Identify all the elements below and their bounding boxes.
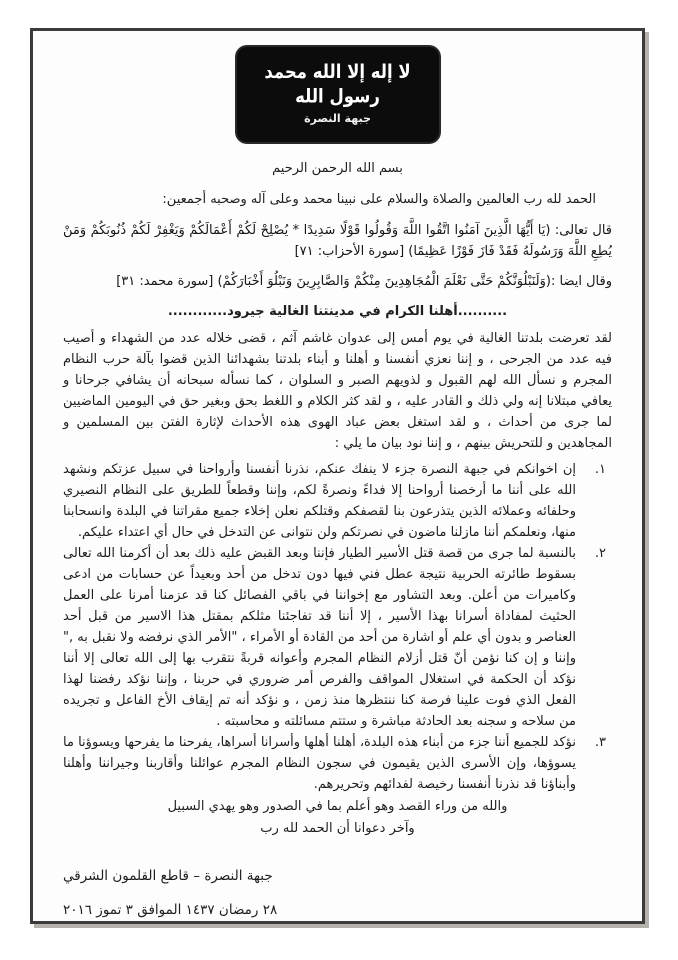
intro-paragraph: لقد تعرضت بلدتنا الغالية في يوم أمس إلى عدوان غاشم آثم ، قضى خلاله عدد من الشهداء و أصيب فيه عدد من الجرحى ، و إننا نعزي أنفسنا و أهلنا و أبناء بلدتنا بشهدائنا الذين قضوا بآلة حرب النظام المجرم و نسأل الله لهم القبول و لذويهم الصبر و السلوان ، كما نسأله سبحانه أن يشافي جرحانا و يعافي مبتلانا إنه ولي ذلك و القادر عليه ، و لقد كثر الكلام و اللغط بحق وبغير حق في اليومين الماضيين لما جرى من أحداث ، و لقد استغل بعض عباد الهوى هذه الأحداث لإثارة الفتن بين المسلمين و المجاهدين و للتحريش بينهم ، و إننا نود بيان ما يلي : bbox=[63, 331, 612, 451]
salutation-line: ..........أهلنا الكرام في مدينتنا الغالية جيرود............ bbox=[167, 304, 508, 319]
signature-block bbox=[63, 866, 612, 921]
numbered-statement-list bbox=[63, 459, 612, 795]
page-border-frame bbox=[30, 28, 645, 924]
basmala-line: بسم الله الرحمن الرحيم bbox=[272, 161, 403, 176]
hamdala-line: الحمد لله رب العالمين والصلاة والسلام على نبينا محمد وعلى آله وصحبه أجمعين: bbox=[162, 192, 596, 207]
shahada-calligraphy: لا إله إلا الله محمد رسول الله bbox=[264, 60, 411, 107]
list-item-text: بالنسبة لما جرى من قصة قتل الأسير الطيار فإننا وبعد القبض عليه ذلك بعد أن أكرمنا الله تعالى بسقوط طائرته الحربية نتيجة عطل فني فيها دون تدخل من أحد وبعيداً عن حسابات من ادعى وكاميرات من أعلن. وبعد التشاور مع إخواننا في باقي الفصائل كنا قد عزمنا أمرنا على العمل الحثيث لمفاداة أسرانا بهذا الأسير ، إلا أننا قد تفاجئنا مثلكم بمقتل هذا الاسير من قبل أحد العناصر و بدون أي علم أو اشارة من أحد من القادة أو الأمراء ، "الأمر الذي نرفضه ولا نقبل به ," وإننا و إن كنا نؤمن أنّ قتل أزلام النظام المجرم وأعوانه قربةً نتقرب بها إلى الله تعالى إلا أننا نؤكد أن الحكمة في استغلال المواقف والفرص أمر ضروري في حربنا ، وإننا نؤكد رفضنا لهذا الفعل الذي فوت علينا فرصة كنا ننتظرها منذ زمن ، و نؤكد أنه تم إيقاف الأخ الفاعل و تجريده من سلاحه و سجنه بعد الحادثة مباشرة و ستتم مسائلته و محاسبته . bbox=[63, 546, 576, 729]
list-item-number: ١. bbox=[594, 462, 606, 477]
closing-line-2: وآخر دعوانا أن الحمد لله رب bbox=[260, 821, 415, 836]
list-item-text: نؤكد للجميع أننا جزء من أبناء هذه البلدة، أهلنا أهلها وأسرانا أسراها، يفرحنا ما يفرحها ويسوؤنا ما يسوؤها، وإن الأسرى الذين يقيمون في سجون النظام المجرم عوائلنا وأقاربنا وجيراننا وأهلنا وأبناؤنا قد نذرنا أنفسنا رخيصة لفدائهم وتحريرهم. bbox=[63, 735, 576, 792]
quran-verse-ahzab: قال تعالى: (يَا أَيُّهَا الَّذِينَ آمَنُوا اتَّقُوا اللَّهَ وَقُولُوا قَوْلًا سَدِيدًا * يُصْلِحْ لَكُمْ أَعْمَالَكُمْ وَيَغْفِرْ لَكُمْ ذُنُوبَكُمْ وَمَنْ يُطِعِ اللَّهَ وَرَسُولَهُ فَقَدْ فَازَ فَوْزًا عَظِيمًا) [سورة الأحزاب: ٧١] bbox=[63, 223, 612, 259]
list-item-text: إن اخوانكم في جبهة النصرة جزء لا ينفك عنكم، نذرنا أنفسنا وأرواحنا في سبيل عزتكم ونشهد الله على أننا ما أرخصنا أرواحنا إلا فداءً ونصرةً لكم، وإننا وقطعاً للطريق على النظام النصيري وحلفائه وعملائه الذين يتذرعون بنا لقصفكم وقتلكم نعلن إخلاء جميع مقراتنا في البلدة وانسحابنا منها، ونعلمكم أننا مازلنا ماضون في نصرتكم ولن نتوانى عن التدخل في حال أي اعتداء عليكم. bbox=[63, 462, 576, 540]
list-item bbox=[63, 459, 612, 543]
signature-line: جبهة النصرة – قاطع القلمون الشرقي bbox=[63, 868, 273, 884]
list-item-number: ٣. bbox=[594, 735, 606, 750]
jabhat-alnusra-flag-logo bbox=[237, 47, 439, 142]
quran-verse-muhammad: وقال ايضا :(وَلَنَبْلُوَنَّكُمْ حَتَّى نَعْلَمَ الْمُجَاهِدِينَ مِنْكُمْ وَالصَّابِرِينَ وَنَبْلُوَ أَخْبَارَكُمْ) [سورة محمد: ٣١] bbox=[116, 274, 612, 289]
date-line: ٢٨ رمضان ١٤٣٧ الموافق ٣ تموز ٢٠١٦ bbox=[63, 902, 278, 918]
list-item-number: ٢. bbox=[594, 546, 606, 561]
closing-line-1: والله من وراء القصد وهو أعلم بما في الصدور وهو يهدي السبيل bbox=[167, 799, 508, 814]
list-item bbox=[63, 543, 612, 732]
list-item bbox=[63, 732, 612, 795]
logo-org-name: جبهة النصرة bbox=[304, 112, 371, 126]
